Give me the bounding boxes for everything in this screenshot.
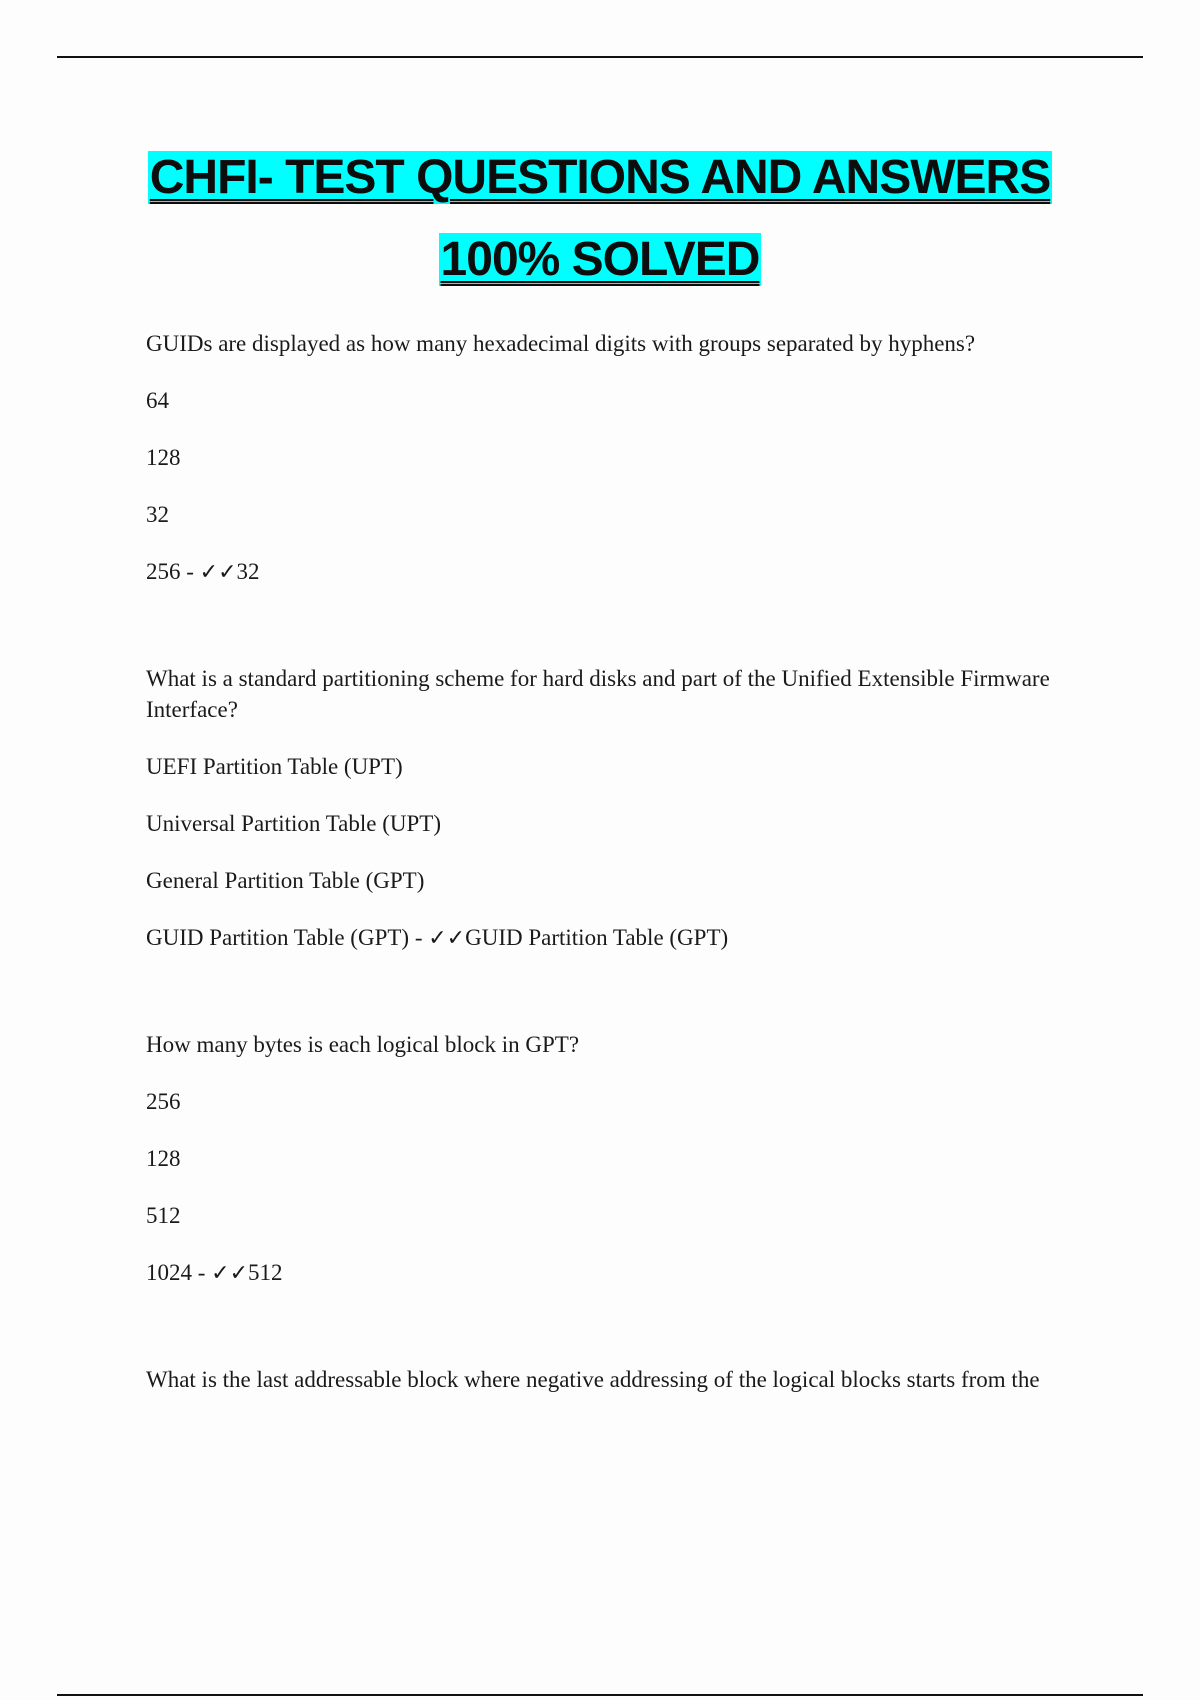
correct-answer: GUID Partition Table (GPT)	[465, 925, 729, 950]
option-item: 128	[146, 445, 181, 470]
answer-options	[146, 386, 1096, 588]
question-block-1	[146, 328, 1096, 588]
question-block-4	[146, 1364, 1096, 1395]
option-item: 512	[146, 1203, 181, 1228]
footer-rule	[57, 1694, 1143, 1696]
option-item: 128	[146, 1146, 181, 1171]
option-item: UEFI Partition Table (UPT)	[146, 754, 403, 779]
option-text: GUID Partition Table (GPT)	[146, 925, 410, 950]
option-item: 256	[146, 1089, 181, 1114]
option-text: 1024	[146, 1260, 192, 1285]
title-line-1	[148, 142, 1052, 214]
option-with-answer	[146, 923, 1096, 954]
answer-separator: -	[180, 559, 200, 584]
answer-options	[146, 1087, 1096, 1289]
question-block-2	[146, 663, 1096, 954]
correct-answer: 512	[248, 1260, 283, 1285]
title-highlight-2: 100% SOLVED	[440, 233, 760, 286]
correct-answer: 32	[236, 559, 260, 584]
option-text: 256	[146, 559, 181, 584]
option-item: General Partition Table (GPT)	[146, 868, 425, 893]
question-text: How many bytes is each logical block in GPT?	[146, 1032, 580, 1057]
option-with-answer	[146, 1258, 1096, 1289]
questions-list	[146, 328, 1096, 1470]
double-check-icon: ✓✓	[428, 926, 466, 951]
question-text: GUIDs are displayed as how many hexadecimal digits with groups separated by hyphens?	[146, 331, 976, 356]
option-item: 32	[146, 502, 169, 527]
question-block-3	[146, 1029, 1096, 1289]
answer-options	[146, 752, 1096, 954]
title-line-2	[439, 224, 762, 296]
option-with-answer	[146, 557, 1096, 588]
document-title	[0, 142, 1200, 296]
header-rule	[57, 56, 1143, 58]
double-check-icon: ✓✓	[199, 560, 237, 585]
question-text: What is the last addressable block where negative addressing of the logical blocks starts from the	[146, 1367, 1040, 1392]
answer-separator: -	[192, 1260, 212, 1285]
question-text: What is a standard partitioning scheme for hard disks and part of the Unified Extensible Firmware Interface?	[146, 666, 1050, 722]
answer-separator: -	[409, 925, 429, 950]
option-item: Universal Partition Table (UPT)	[146, 811, 441, 836]
option-item: 64	[146, 388, 169, 413]
title-highlight-1: CHFI- TEST QUESTIONS AND ANSWERS	[149, 151, 1051, 204]
double-check-icon: ✓✓	[211, 1261, 249, 1286]
